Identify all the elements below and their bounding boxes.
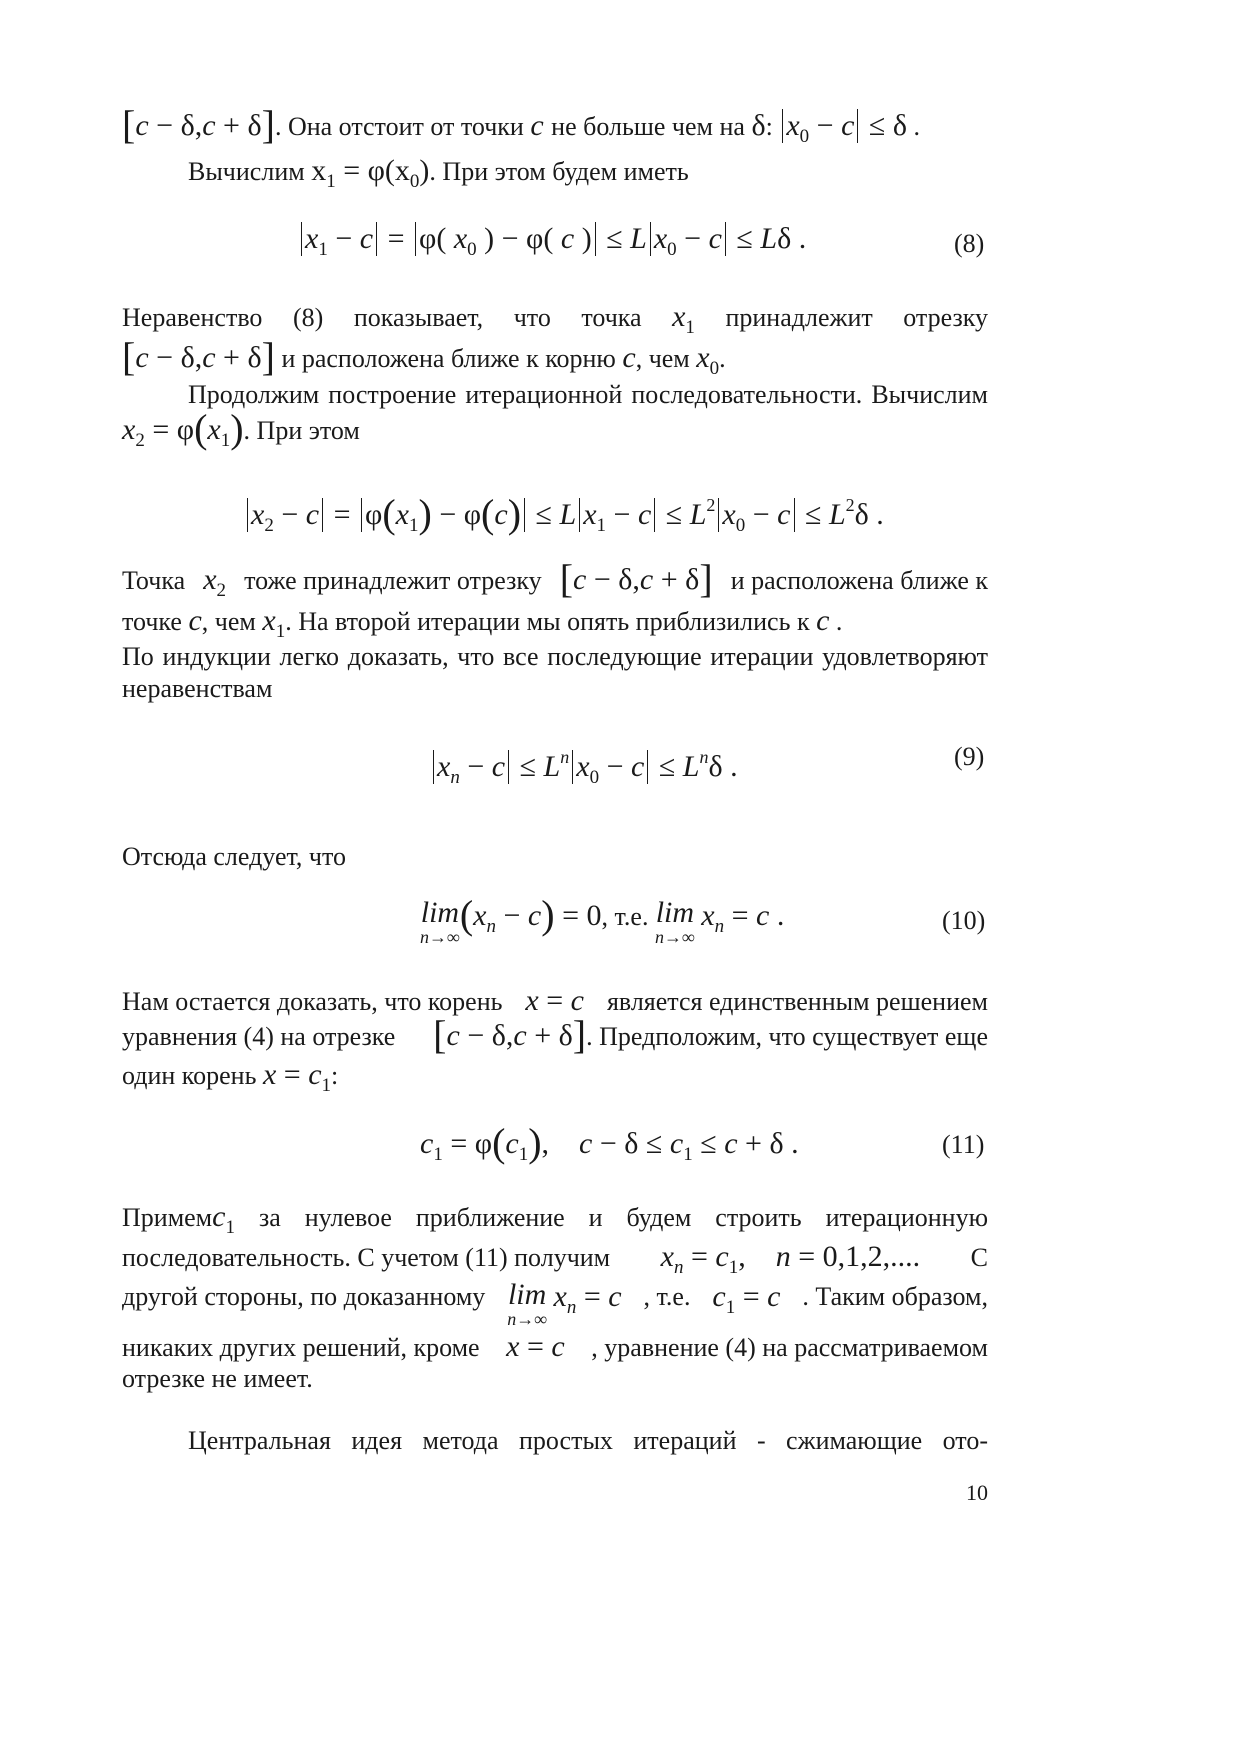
equation-9: $x_n - c \le L^n$ $x_0 - c \le L^n\delta$ . <box>430 740 738 795</box>
equation-inline-2: $x_2 - c = \varphi(x_1) - \varphi(c) \le L$ $x_1 - c \le L^2$ $x_0 - c \le L^2\delta$ . <box>244 488 884 543</box>
text: Продолжим построение итерационной последовательности. Вычислим <box>188 380 988 409</box>
line-16: Примем $c_1$ за нулевое приближение и будем строить итерационную <box>122 1200 988 1238</box>
text: С <box>970 1243 988 1272</box>
line-13: Нам остается доказать, что корень x = c является единственным решением <box>122 984 988 1017</box>
page-number: 10 <box>966 1480 988 1505</box>
equation-number-11: (11) <box>942 1130 985 1159</box>
text: за нулевое приближение и будем строить итерационную <box>258 1203 988 1232</box>
equation-10: lim n→∞ $(x_n - c) = 0$, т.е. lim n→∞ $x_n = c$ . <box>420 892 785 947</box>
text: никаких других решений, кроме <box>122 1333 480 1362</box>
line-18: другой стороны, по доказанному lim n→∞ $x_n = c$ , т.е. $c_1 = c$ . Таким образом, <box>122 1278 988 1329</box>
line-20 <box>122 1362 313 1396</box>
line-7: Точка $x_2$ тоже принадлежит отрезку [c − δ,c + δ] и расположена ближе к <box>122 556 988 601</box>
text: неравенствам <box>122 674 273 703</box>
text: , уравнение (4) на рассматриваемом <box>591 1333 988 1362</box>
text: . При этом будем иметь <box>429 157 689 186</box>
text: . Таким образом, <box>802 1282 988 1311</box>
text: показывает, <box>353 303 484 332</box>
text: что <box>513 303 551 332</box>
line-14: уравнения (4) на отрезке [c − δ,c + δ]. Предположим, что существует еще <box>122 1012 988 1057</box>
line-1: [c − δ,c + δ]. Она отстоит от точки c не больше чем на δ: $x_0 - c \le \delta$ . <box>122 102 920 147</box>
text: , чем <box>635 344 690 373</box>
line-8: точке c, чем $x_1$. На второй итерации мы опять приблизились к c . <box>122 604 843 642</box>
line-10 <box>122 672 272 706</box>
line-9 <box>122 640 988 674</box>
line-5 <box>188 378 988 412</box>
equation-number-10: (10) <box>942 906 986 935</box>
line-11 <box>122 840 346 874</box>
text: принадлежит <box>725 303 873 332</box>
text: и расположена ближе к <box>730 566 988 595</box>
text: (8) <box>292 303 324 332</box>
line-15: один корень $x = c_1$: <box>122 1058 339 1096</box>
line-3: Неравенство (8) показывает, что точка $x_1$ принадлежит отрезку <box>122 300 988 338</box>
text: . Она отстоит от точки <box>274 112 524 141</box>
text: последовательность. С учетом (11) получим <box>122 1243 611 1272</box>
line-2: Вычислим $x_1 = \varphi(x_0)$. При этом будем иметь <box>188 154 689 192</box>
line-17: последовательность. С учетом (11) получим $x_n = c_1$, n = 0,1,2,.... С <box>122 1240 988 1278</box>
equation-11: $c_1 = \varphi(c_1)$, $c - \delta \le c_1 \le c + \delta$ . <box>420 1120 799 1165</box>
text: , чем <box>201 607 256 636</box>
text: Центральная идея метода простых итераций - сжимающие ото- <box>188 1426 988 1455</box>
text: не больше чем на <box>551 112 745 141</box>
text: Примем <box>122 1203 213 1232</box>
text: является единственным решением <box>606 987 988 1016</box>
text: Неравенство <box>122 303 263 332</box>
text: Точка <box>122 566 186 595</box>
text: . При этом <box>243 416 360 445</box>
line-6: $x_2 = \varphi(x_1)$. При этом <box>122 406 360 451</box>
text: Вычислим <box>188 157 305 186</box>
equation-8: $x_1 - c = \varphi$( $x_0$ ) − φ( c ) ≤ L $x_0 - c \le L\delta$ . <box>298 222 806 267</box>
text: точка <box>581 303 642 332</box>
equation-number-8: (8) <box>954 229 985 258</box>
text: другой стороны, по доказанному <box>122 1282 486 1311</box>
text: , т.е. <box>643 1282 691 1311</box>
text: , т.е. <box>601 902 649 931</box>
text: и расположена ближе к корню <box>281 344 616 373</box>
text: отрезке не имеет. <box>122 1364 313 1393</box>
text: один корень <box>122 1061 257 1090</box>
text: тоже принадлежит отрезку <box>244 566 542 595</box>
text: Нам остается доказать, что корень <box>122 987 503 1016</box>
line-19: никаких других решений, кроме x = c , уравнение (4) на рассматриваемом <box>122 1330 988 1363</box>
text: точке <box>122 607 182 636</box>
text: . На второй итерации мы опять приблизились к <box>285 607 810 636</box>
text: . Предположим, что существует еще <box>586 1022 988 1051</box>
text: уравнения (4) на отрезке <box>122 1022 396 1051</box>
text: Отсюда следует, что <box>122 842 347 871</box>
line-21 <box>188 1424 988 1458</box>
line-4: [c − δ,c + δ] и расположена ближе к корню c, чем $x_0$. <box>122 334 726 379</box>
text: По индукции легко доказать, что все последующие итерации удовлетворяют <box>122 642 988 671</box>
text: отрезку <box>903 303 988 332</box>
equation-number-9: (9) <box>954 742 985 771</box>
